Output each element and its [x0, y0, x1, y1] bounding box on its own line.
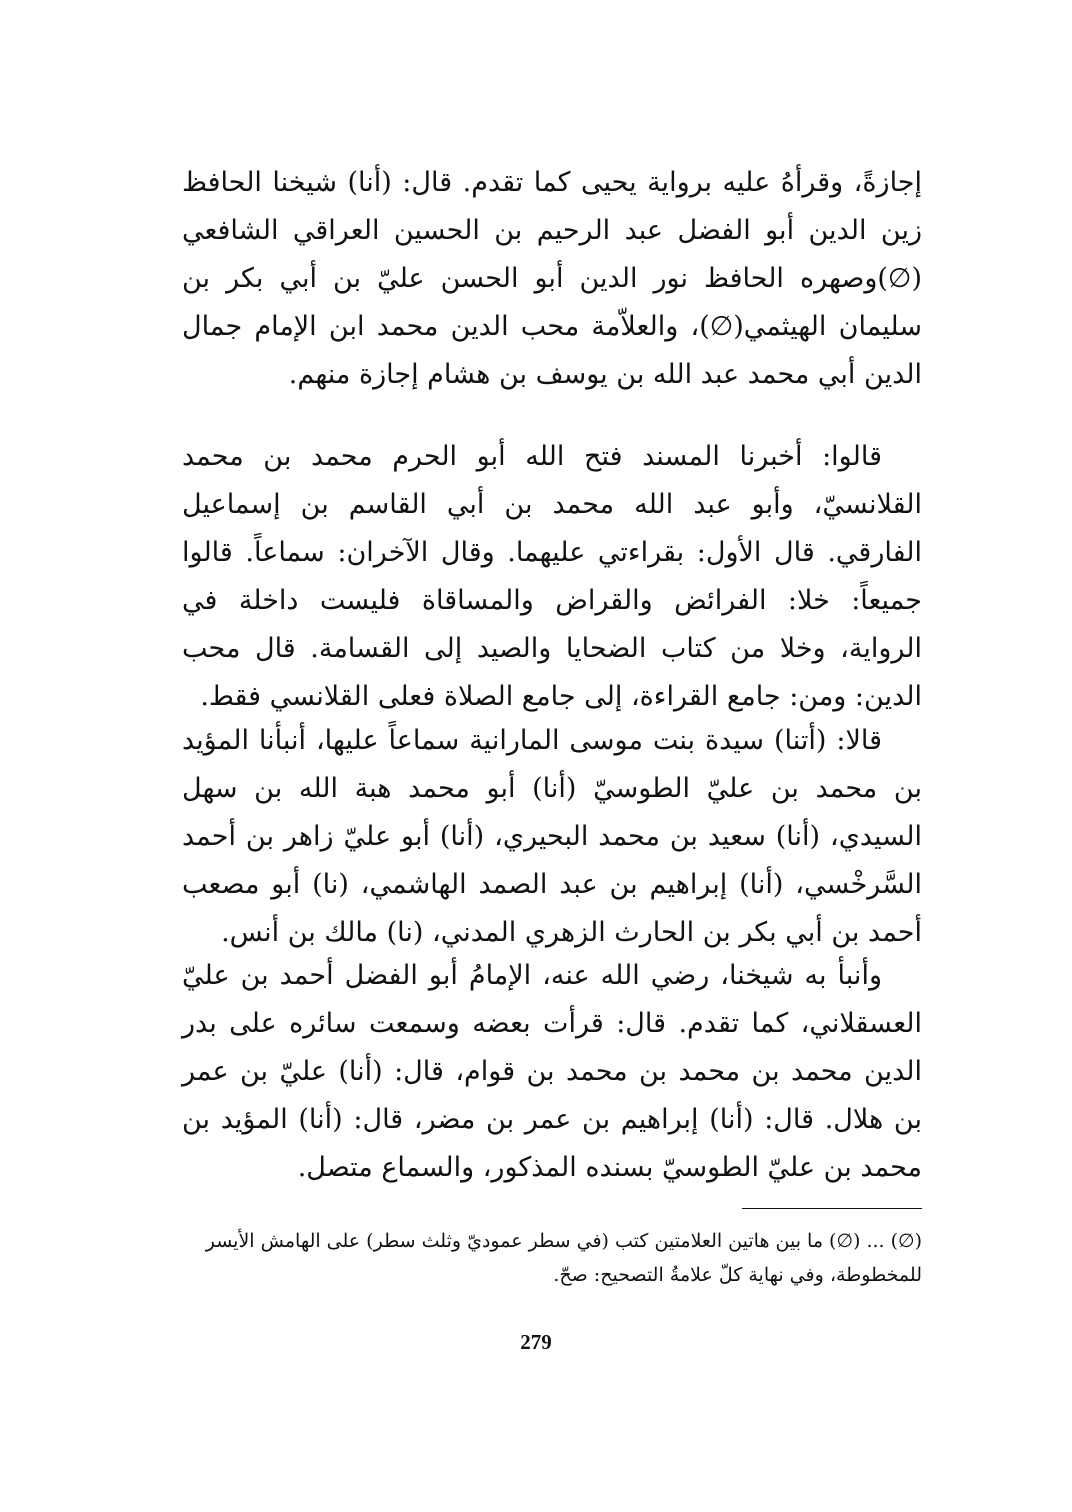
- body-paragraph-2: قالوا: أخبرنا المسند فتح الله أبو الحرم محمد بن محمد القلانسيّ، وأبو عبد الله محمد بن أبي القاسم بن إسماعيل الفارقي. قال الأول: بقراءتي عليهما. وقال الآخران: سماعاً. قالوا جميعاً: خلا: الفرائض والقراض والمساقاة فليست داخلة في الرواية، وخلا من كتاب الضحايا والصيد إلى القسامة. قال محب الدين: ومن: جامع القراءة، إلى جامع الصلاة فعلى القلانسي فقط.: [182, 441, 922, 712]
- body-paragraph-1: إجازةً، وقرأهُ عليه برواية يحيى كما تقدم. قال: (أنا) شيخنا الحافظ زين الدين أبو الفضل عبد الرحيم بن الحسين العراقي الشافعي (∅)وصهره الحافظ نور الدين أبو الحسن عليّ بن أبي بكر بن سليمان الهيثمي(∅)، والعلاّمة محب الدين محمد ابن الإمام جمال الدين أبي محمد عبد الله بن يوسف بن هشام إجازة منهم.: [182, 167, 922, 390]
- page-number: 279: [520, 1330, 552, 1354]
- body-paragraph-4: وأنبأ به شيخنا، رضي الله عنه، الإمامُ أبو الفضل أحمد بن عليّ العسقلاني، كما تقدم. قال: قرأت بعضه وسمعت سائره على بدر الدين محمد بن محمد بن محمد بن قوام، قال: (أنا) عليّ بن عمر بن هلال. قال: (أنا) إبراهيم بن عمر بن مضر، قال: (أنا) المؤيد بن محمد بن عليّ الطوسيّ بسنده المذكور، والسماع متصل.: [182, 960, 922, 1183]
- body-paragraph-3: قالا: (أتنا) سيدة بنت موسى المارانية سماعاً عليها، أنبأنا المؤيد بن محمد بن عليّ الطوسيّ (أنا) أبو محمد هبة الله بن سهل السيدي، (أنا) سعيد بن محمد البحيري، (أنا) أبو عليّ زاهر بن أحمد السَّرخْسي، (أنا) إبراهيم بن عبد الصمد الهاشمي، (نا) أبو مصعب أحمد بن أبي بكر بن الحارث الزهري المدني، (نا) مالك بن أنس.: [182, 725, 922, 948]
- footnote-separator: [742, 1208, 922, 1209]
- footnote: (∅) ... (∅) ما بين هاتين العلامتين كتب (في سطر عموديّ وثلث سطر) على الهامش الأيسر للمخطوطة، وفي نهاية كلّ علامةُ التصحيح: صحّ.: [205, 1230, 922, 1286]
